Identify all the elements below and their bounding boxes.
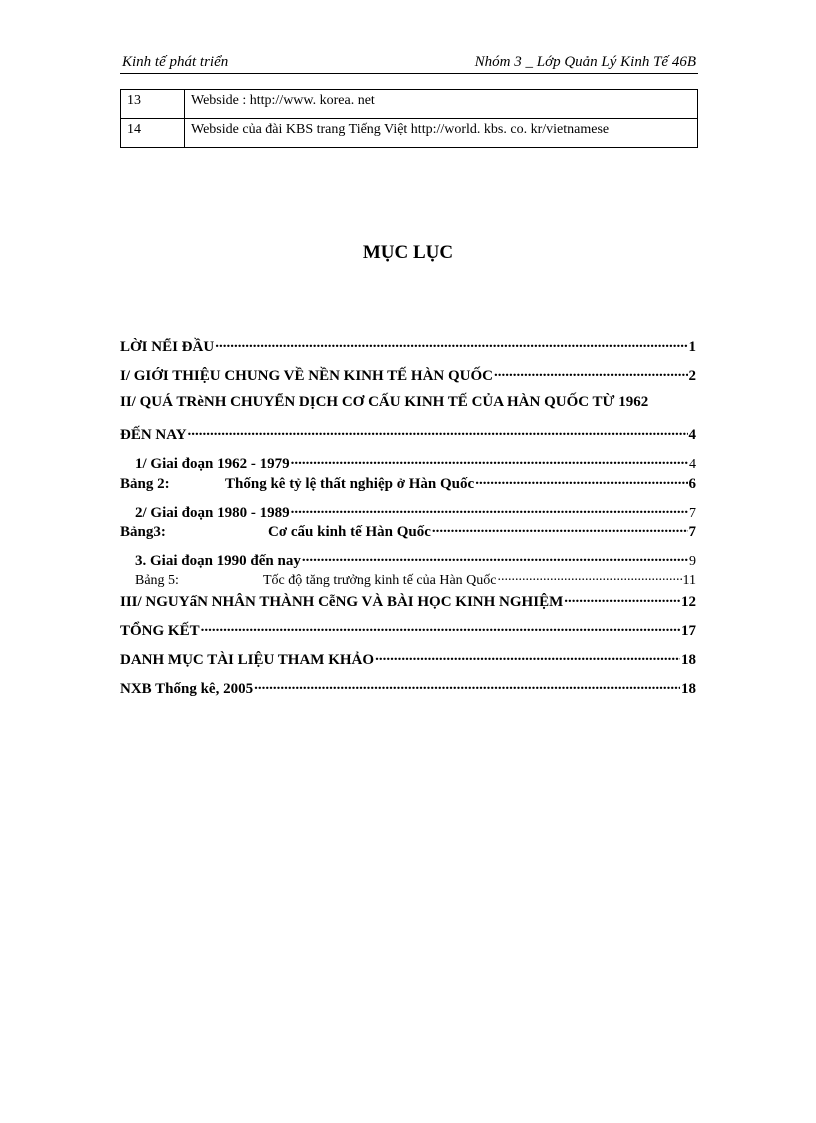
toc-label: TỔNG KẾT [120, 623, 200, 639]
toc-entry[interactable] [120, 502, 696, 522]
toc-page: 1 [688, 339, 696, 355]
toc-entry[interactable] [120, 336, 696, 356]
toc-entry[interactable] [120, 678, 696, 698]
toc-label: LỜI NỂI ĐẦU [120, 339, 215, 355]
toc-label: I/ GIỚI THIỆU CHUNG VỀ NỀN KINH TẾ HÀN QUỐC [120, 368, 493, 384]
reference-table [120, 89, 698, 148]
toc-label-title: Cơ cấu kinh tế Hàn Quốc [268, 524, 431, 540]
toc-entry[interactable] [120, 453, 696, 473]
toc-label: Bảng 2: [120, 476, 170, 492]
toc-label: 3. Giai đoạn 1990 đến nay [135, 553, 301, 569]
toc-leader [215, 336, 687, 351]
toc-label: DANH MỤC TÀI LIỆU THAM KHẢO [120, 652, 375, 668]
header-left: Kinh tế phát triển [122, 54, 229, 70]
toc-leader [564, 591, 680, 606]
toc-page: 2 [688, 368, 696, 384]
toc-entry[interactable] [120, 620, 696, 640]
ref-text: Webside : http://www. korea. net [185, 90, 698, 119]
toc-page: 4 [688, 427, 696, 443]
toc-label: Bảng 5: [135, 573, 179, 588]
toc-label-title: Tốc độ tăng trưởng kinh tế của Hàn Quốc [263, 573, 497, 588]
toc-page: 18 [681, 681, 696, 697]
toc-leader [254, 678, 680, 693]
toc-label: NXB Thống kê, 2005 [120, 681, 254, 697]
toc-leader [497, 570, 681, 584]
toc-leader [494, 365, 688, 380]
toc-page: 9 [689, 554, 696, 569]
toc-label-title: Thống kê tỷ lệ thất nghiệp ở Hàn Quốc [225, 476, 475, 492]
ref-number: 14 [121, 119, 185, 148]
toc-entry[interactable] [120, 365, 696, 385]
toc-entry[interactable] [120, 649, 696, 669]
toc-page: 17 [681, 623, 696, 639]
toc-label: III/ NGUYấN NHÂN THÀNH CễNG VÀ BÀI HỌC KINH NGHIỆM [120, 594, 564, 610]
ref-number: 13 [121, 90, 185, 119]
table-row [121, 90, 698, 119]
toc-page: 7 [689, 506, 696, 521]
toc-page: 12 [681, 594, 696, 610]
toc-leader [188, 424, 688, 439]
toc-page: 4 [689, 457, 696, 472]
toc-leader [475, 473, 687, 488]
toc-entry[interactable] [120, 591, 696, 611]
toc-entry[interactable] [120, 424, 696, 444]
toc-page: 7 [688, 524, 696, 540]
toc-label: Bảng3: [120, 524, 166, 540]
ref-text: Webside của đài KBS trang Tiếng Việt http://world. kbs. co. kr/vietnamese [185, 119, 698, 148]
toc-label: 2/ Giai đoạn 1980 - 1989 [135, 505, 290, 521]
toc-leader [375, 649, 680, 664]
toc-title: MỤC LỤC [362, 242, 454, 263]
toc-leader [302, 550, 688, 565]
toc-entry[interactable] [120, 570, 696, 589]
toc-leader [291, 453, 688, 468]
toc-entry[interactable] [120, 521, 696, 541]
toc-label: 1/ Giai đoạn 1962 - 1979 [135, 456, 290, 472]
table-row [121, 119, 698, 148]
page-header [120, 53, 698, 74]
toc-page: 11 [682, 573, 696, 588]
toc-entry[interactable] [120, 394, 696, 411]
toc-label: II/ QUÁ TRèNH CHUYỂN DỊCH CƠ CẤU KINH TẾ CỦA HÀN QUỐC TỪ 1962 [120, 394, 649, 410]
header-right: Nhóm 3 _ Lớp Quản Lý Kinh Tế 46B [474, 54, 696, 70]
toc-leader [432, 521, 688, 536]
toc-leader [201, 620, 680, 635]
toc-page: 18 [681, 652, 696, 668]
toc-entry[interactable] [120, 550, 696, 570]
toc-entry[interactable] [120, 473, 696, 493]
toc-leader [291, 502, 688, 517]
toc-page: 6 [688, 476, 696, 492]
toc-label: ĐẾN NAY [120, 427, 187, 443]
